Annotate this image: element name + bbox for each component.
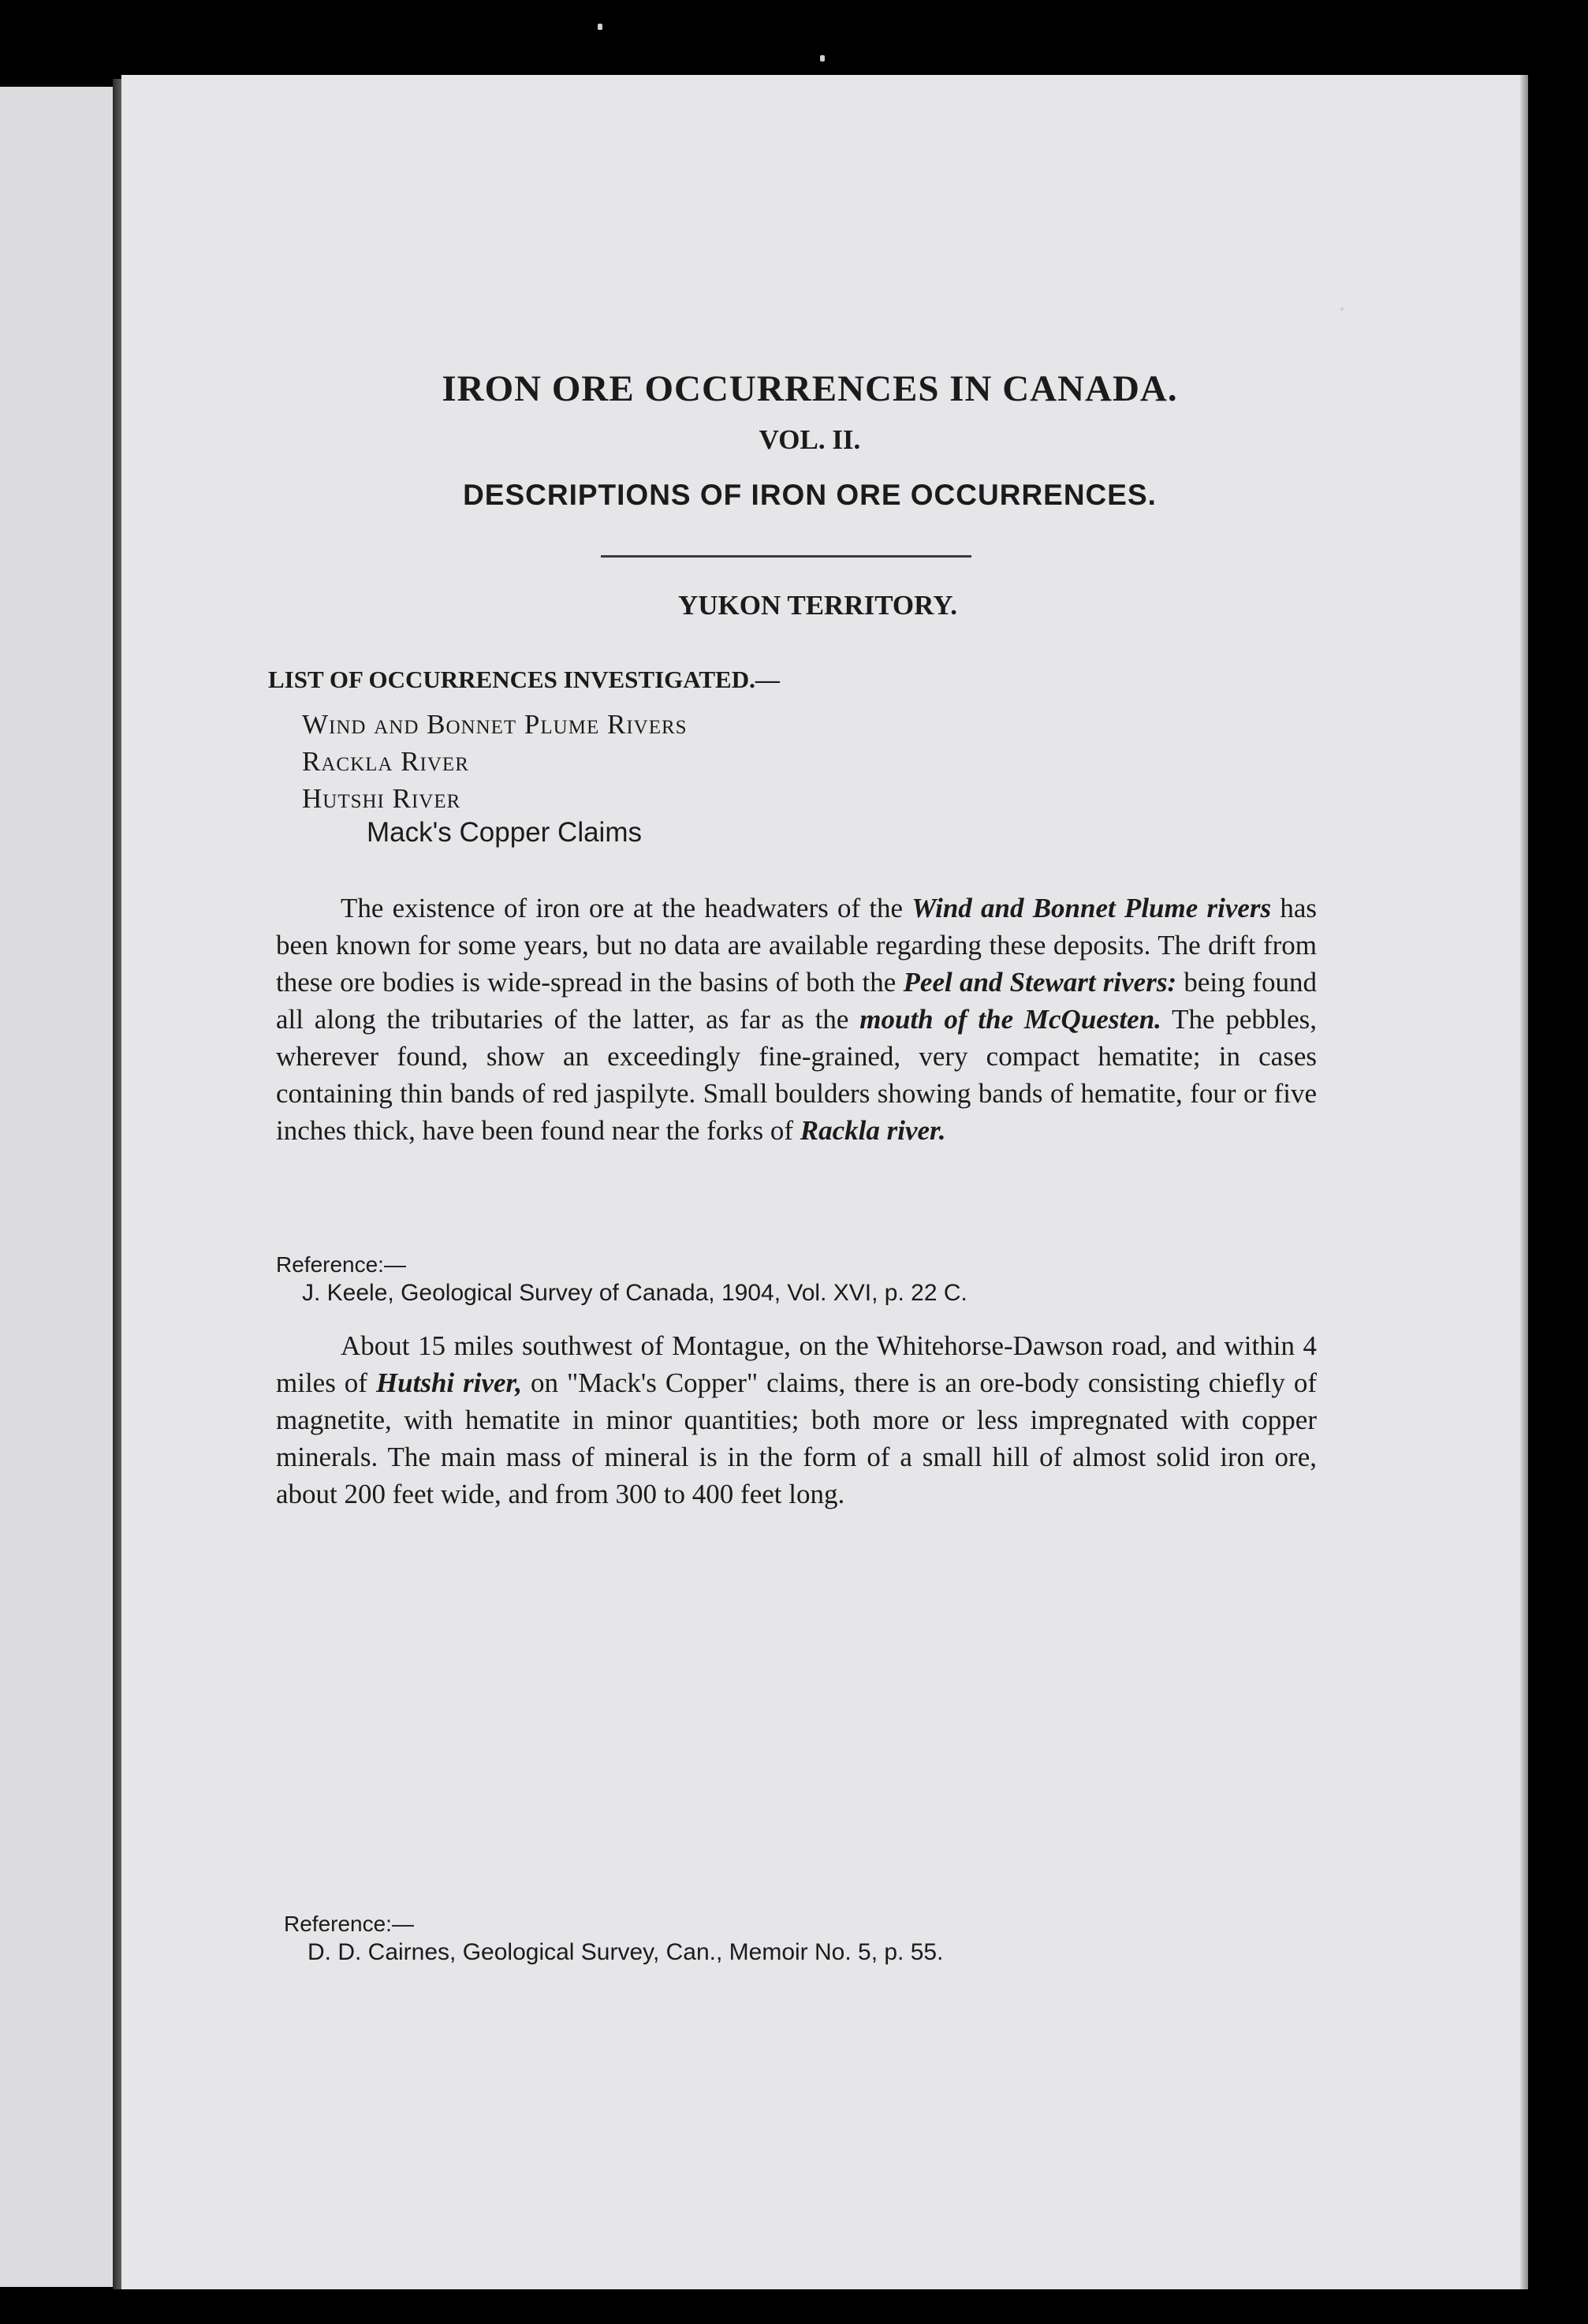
paragraph-macks-copper: [276, 1327, 1317, 1513]
volume-label: VOL. II.: [759, 424, 861, 455]
facing-page-edge: [0, 87, 113, 2287]
italic-place-name: Peel and Stewart rivers:: [903, 967, 1177, 998]
scan-speck: [1340, 308, 1344, 311]
italic-place-name: mouth of the McQuesten.: [859, 1004, 1161, 1035]
italic-place-name: Wind and Bonnet Plume rivers: [911, 893, 1272, 923]
paragraph-text: has been known for some years, but no data are available regarding these deposits. The drift from these ore bodies is wide-spread in the basins of both the: [276, 893, 1318, 998]
title-divider: [601, 555, 971, 558]
reference-label: Reference:—: [284, 1912, 414, 1936]
paragraph-text: The existence of iron ore at the headwaters of the: [341, 893, 912, 923]
reference-citation: J. Keele, Geological Survey of Canada, 1904, Vol. XVI, p. 22 C.: [302, 1280, 967, 1306]
document-title: IRON ORE OCCURRENCES IN CANADA.: [442, 368, 1178, 409]
list-item: Rackla River: [302, 746, 469, 777]
section-heading: YUKON TERRITORY.: [677, 590, 958, 621]
sub-occurrence-item: Mack's Copper Claims: [367, 817, 642, 848]
document-subtitle: DESCRIPTIONS OF IRON ORE OCCURRENCES.: [463, 479, 1157, 511]
reference-label: Reference:—: [276, 1252, 406, 1277]
list-heading: LIST OF OCCURRENCES INVESTIGATED.—: [268, 666, 780, 693]
occurrence-list: [302, 706, 688, 817]
paragraph-text: About 15 miles southwest of Montague, on the Whitehorse-Dawson road, and within 4 miles of: [276, 1330, 1317, 1398]
paragraph-wind-bonnet: [276, 890, 1317, 1149]
list-item: Wind and Bonnet Plume Rivers: [302, 709, 688, 740]
scan-speck: [598, 24, 602, 30]
paragraph-text: The pebbles, wherever found, show an exceedingly fine-grained, very compact hematite; in cases containing thin bands of red jaspilyte. Small boulders showing bands of hematite, four or five inches thick, have been found near the forks of: [276, 1004, 1317, 1146]
italic-place-name: Hutshi river,: [375, 1367, 522, 1398]
paragraph-text: being found all along the tributaries of the latter, as far as the: [276, 967, 1317, 1035]
list-item: Hutshi River: [302, 783, 461, 814]
paragraph-text: on "Mack's Copper" claims, there is an ore-body consisting chiefly of magnetite, with hematite in minor quantities; both more or less impregnated with copper minerals. The main mass of mineral is in the form of a small hill of almost solid iron ore, about 200 feet wide, and from 300 to 400 feet long.: [276, 1367, 1318, 1509]
italic-place-name: Rackla river.: [800, 1115, 946, 1146]
scan-speck: [820, 55, 825, 62]
reference-citation: D. D. Cairnes, Geological Survey, Can., Memoir No. 5, p. 55.: [308, 1939, 944, 1965]
